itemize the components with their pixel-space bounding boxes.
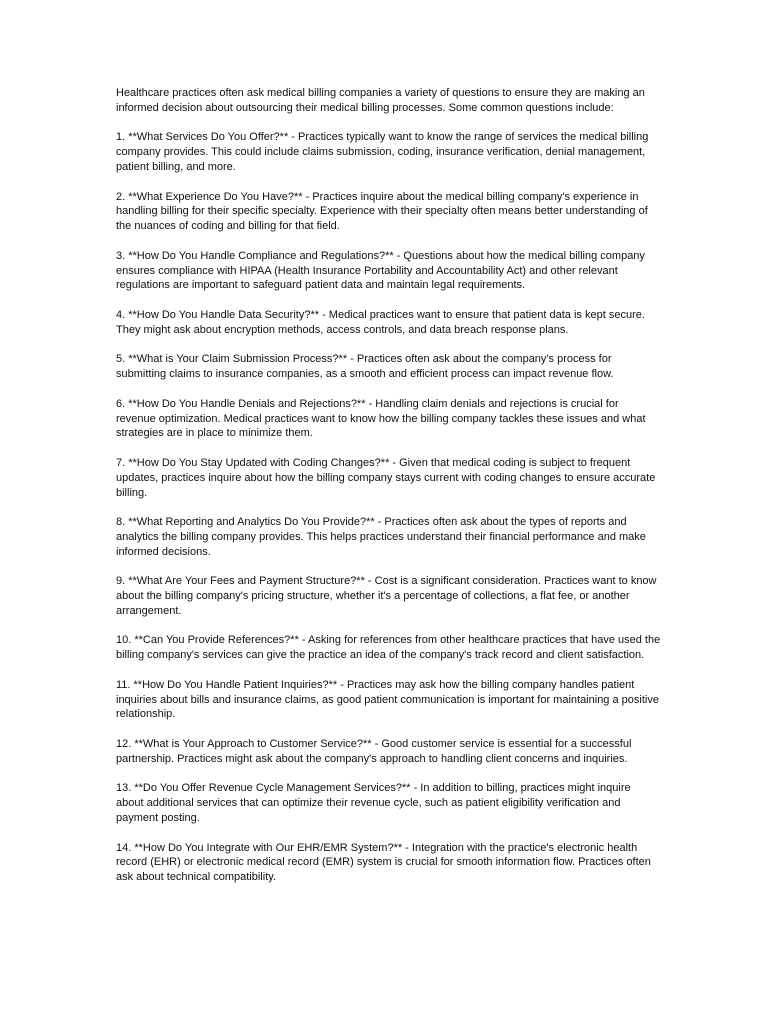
question-item-4: 4. **How Do You Handle Data Security?** - Medical practices want to ensure that patient data is kept secure. They might ask about encryption methods, access controls, and data breach response plans.	[116, 308, 645, 336]
question-item-13: 13. **Do You Offer Revenue Cycle Management Services?** - In addition to billing, practices might inquire about additional services that can optimize their revenue cycle, such as patient eligibility verification and payment posting.	[116, 782, 631, 825]
question-item-12: 12. **What is Your Approach to Customer Service?** - Good customer service is essential for a successful partnership. Practices might ask about the company's approach to handling client concerns and inquiries.	[116, 738, 632, 765]
question-item-1: 1. **What Services Do You Offer?** - Practices typically want to know the range of services the medical billing company provides. This could include claims submission, coding, insurance verification, denial management, patient billing, and more.	[116, 131, 649, 173]
question-item-9: 9. **What Are Your Fees and Payment Structure?** - Cost is a significant consideration. Practices want to know about the billing company's pricing structure, whether it's a percentage of collections, a flat fee, or another arrangement.	[116, 575, 657, 617]
question-item-10: 10. **Can You Provide References?** - Asking for references from other healthcare practices that have used the billing company's services can give the practice an idea of the company's track record and client satisfaction.	[116, 634, 661, 662]
question-item-7: 7. **How Do You Stay Updated with Coding Changes?** - Given that medical coding is subject to frequent updates, practices inquire about how the billing company stays current with coding changes to ensure accurate billing.	[116, 456, 656, 499]
document-body	[116, 86, 661, 900]
question-item-6: 6. **How Do You Handle Denials and Rejections?** - Handling claim denials and rejections is crucial for revenue optimization. Medical practices want to know how the billing company tackles these issues and what strategies are in place to minimize them.	[116, 397, 646, 440]
question-item-2: 2. **What Experience Do You Have?** - Practices inquire about the medical billing company's experience in handling billing for their specific specialty. Experience with their specialty often means better understanding of the nuances of coding and billing for that field.	[116, 190, 648, 233]
question-item-5: 5. **What is Your Claim Submission Process?** - Practices often ask about the company's process for submitting claims to insurance companies, as a smooth and efficient process can impact revenue flow.	[116, 353, 614, 381]
question-item-3: 3. **How Do You Handle Compliance and Regulations?** - Questions about how the medical billing company ensures compliance with HIPAA (Health Insurance Portability and Accountability Act) and other relevant regulations are important to safeguard patient data and maintain legal requirements.	[116, 249, 645, 292]
intro-paragraph: Healthcare practices often ask medical billing companies a variety of questions to ensure they are making an informed decision about outsourcing their medical billing processes. Some common questions include:	[116, 87, 645, 114]
question-item-8: 8. **What Reporting and Analytics Do You Provide?** - Practices often ask about the types of reports and analytics the billing company provides. This helps practices understand their financial performance and make informed decisions.	[116, 516, 646, 558]
question-item-14: 14. **How Do You Integrate with Our EHR/EMR System?** - Integration with the practice's electronic health record (EHR) or electronic medical record (EMR) system is crucial for smooth information flow. Practices often ask about technical compatibility.	[116, 841, 651, 884]
question-item-11: 11. **How Do You Handle Patient Inquiries?** - Practices may ask how the billing company handles patient inquiries about bills and insurance claims, as good patient communication is important for maintaining a positive relationship.	[116, 678, 659, 721]
